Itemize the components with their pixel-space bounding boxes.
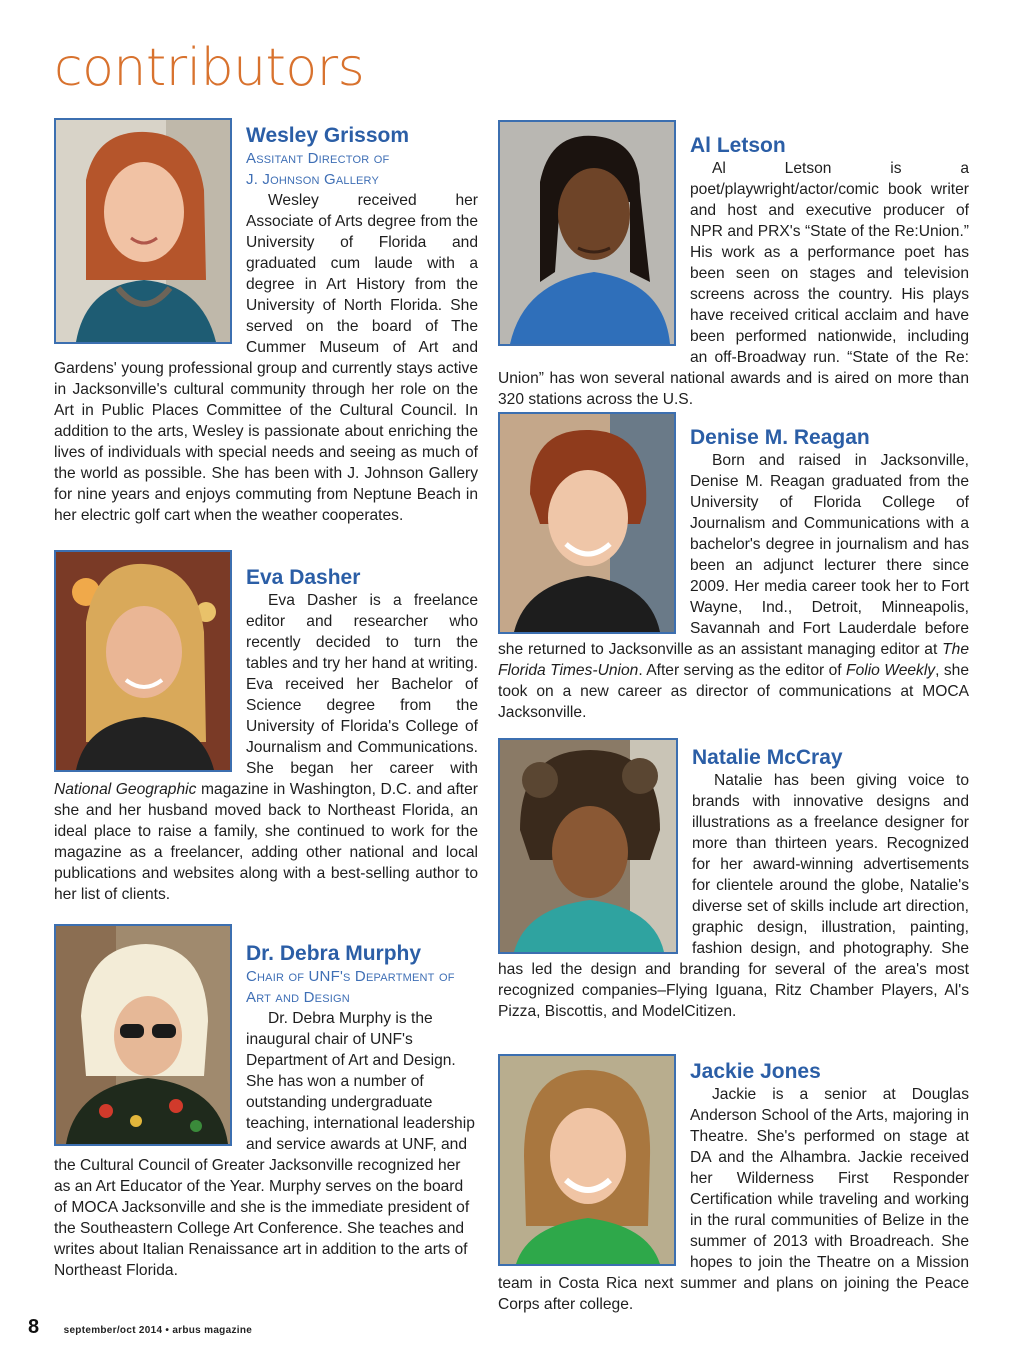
name-natalie-mccray: Natalie McCray [692, 746, 843, 769]
contributor-debra-murphy [54, 924, 478, 1281]
bio-text: Born and raised in Jacksonville, Denise M. Reagan graduated from the University of Florida College of Journalism and Communications with a bachelor's degree in journalism and has been an adjunct lecturer there since 2009. Her media career took her to Fort Wayne, Ind., Detroit, Minneapolis, Savannah and Fort Lauderdale before she returned to Jacksonville as an assistant managing editor at [498, 452, 969, 658]
name-eva-dasher: Eva Dasher [246, 566, 361, 589]
photo-al-letson [498, 120, 676, 346]
role-wesley-grissom-line2: J. Johnson Gallery [246, 171, 380, 188]
name-al-letson: Al Letson [690, 134, 786, 157]
bio-emphasis: National Geographic [54, 781, 197, 798]
photo-eva-dasher [54, 550, 232, 772]
photo-debra-murphy [54, 924, 232, 1146]
role-debra-murphy-line1: Chair of UNF's Department of [246, 968, 455, 985]
photo-wesley-grissom [54, 118, 232, 344]
name-wesley-grissom: Wesley Grissom [246, 124, 410, 147]
name-denise-reagan: Denise M. Reagan [690, 426, 870, 449]
bio-text: Eva Dasher is a freelance editor and researcher who recently decided to turn the tables and try her hand at writing. Eva received her Bachelor of Science degree from the University of Florida's College of Journalism and Communications. She began her career with [246, 592, 478, 777]
contributor-natalie-mccray [498, 738, 969, 1022]
bio-text-cont: magazine in Washington, D.C. and after she and her husband moved back to Northeast Florida, an ideal place to raise a family, she continued to work for the magazine as a freelancer, adding other national and local publications and websites along with a best-selling author to her list of clients. [54, 781, 478, 903]
contributor-eva-dasher [54, 550, 478, 905]
photo-denise-reagan [498, 412, 676, 634]
contributor-wesley-grissom [54, 118, 478, 526]
role-debra-murphy-line2: Art and Design [246, 989, 350, 1006]
page-footer [28, 1316, 252, 1339]
bio-text: Natalie has been giving voice to brands with innovative designs and illustrations as a freelance designer for more than thirteen years. Recognized for her award-winning advertisements for clientele around the globe, Natalie's diverse set of skills include art direction, graphic design, illustration, painting, fashion design, and photography. She has led the design and branding for several of the area's most recognized companies–Flying Iguana, Ritz Chamber Players, Al's Pizza, Biscottis, and ModelCitizen. [498, 772, 969, 1020]
bio-text-cont: , she took on a new career as director of communications at MOCA Jacksonville. [498, 662, 969, 721]
photo-jackie-jones [498, 1054, 676, 1266]
contributor-denise-reagan [498, 412, 969, 723]
role-wesley-grissom-line1: Assitant Director of [246, 150, 390, 167]
bio-emphasis-1: The Florida Times-Union [498, 641, 969, 679]
page-title: contributors [54, 38, 365, 98]
bio-text: Dr. Debra Murphy is the inaugural chair of UNF's Department of Art and Design. She has won a number of outstanding undergraduate teaching, international leadership and service awards at UNF, and the Cultural Council of Greater Jacksonville recognized her as an Art Educator of the Year. Murphy serves on the board of MOCA Jacksonville and she is the immediate president of the Southeastern College Art Conference. She teaches and writes about Italian Renaissance art in addition to the arts of Northeast Florida. [54, 1010, 475, 1279]
contributor-al-letson [498, 120, 969, 410]
bio-text: Wesley received her Associate of Arts degree from the University of Florida and graduated cum laude with a degree in Art History from the University of North Florida. She served on the board of The Cummer Museum of Art and Gardens' young professional group and currently stays active in Jacksonville's cultural community through her role on the Art in Public Places Committee of the Cultural Council. In addition to the arts, Wesley is passionate about enriching the lives of individuals with special needs and seeing as much of the world as possible. She has been with J. Johnson Gallery for nine years and enjoys commuting from Neptune Beach in her electric golf cart when the weather cooperates. [54, 192, 478, 524]
bio-text-mid: . After serving as the editor of [638, 662, 847, 679]
page-number: 8 [28, 1316, 40, 1338]
bio-emphasis-2: Folio Weekly [846, 662, 936, 679]
photo-natalie-mccray [498, 738, 678, 954]
bio-text: Jackie is a senior at Douglas Anderson School of the Arts, majoring in Theatre. She's performed on stage at DA and the Alhambra. Jackie received her Wilderness First Responder Certification while traveling and working in the rural communities of Belize in the summer of 2013 with Broadreach. She hopes to join the Theatre on a Mission team in Costa Rica next summer and plans on joining the Peace Corps after college. [498, 1086, 969, 1313]
contributor-jackie-jones [498, 1054, 969, 1315]
name-debra-murphy: Dr. Debra Murphy [246, 942, 422, 965]
name-jackie-jones: Jackie Jones [690, 1060, 821, 1083]
issue-line: september/oct 2014 • arbus magazine [63, 1325, 253, 1336]
bio-text: Al Letson is a poet/playwright/actor/comic book writer and host and executive producer of NPR and PRX's “State of the Re:Union.” His work as a performance poet has been seen on stages and television screens across the country. His plays have received critical acclaim and have been performed nationwide, including an off-Broadway run. “State of the Re: Union” has won several national awards and is aired on more than 320 stations across the U.S. [498, 160, 969, 408]
